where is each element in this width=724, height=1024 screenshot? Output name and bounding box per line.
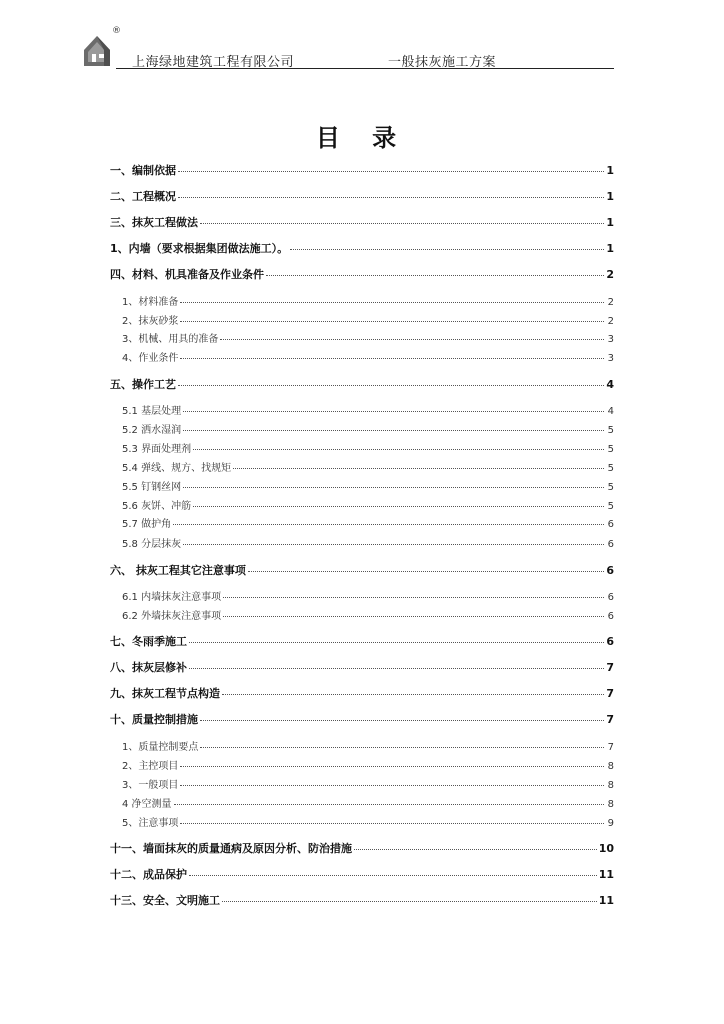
toc-entry-title: 四、材料、机具准备及作业条件 <box>110 268 264 281</box>
registered-mark: ® <box>112 26 121 36</box>
toc-entry-title: 七、冬雨季施工 <box>110 635 187 648</box>
toc-dot-leader <box>223 616 604 617</box>
toc-entry[interactable] <box>110 840 614 856</box>
toc-page-number: 9 <box>607 818 614 829</box>
toc-entry[interactable] <box>122 293 614 309</box>
toc-entry-title: 1、内墙（要求根据集团做法施工）。 <box>110 242 289 255</box>
toc-page-number: 5 <box>607 501 614 512</box>
toc-page-number: 6 <box>607 519 614 530</box>
toc-entry[interactable] <box>122 478 614 494</box>
toc-page-number: 1 <box>606 190 614 203</box>
toc-entry-title: 5.1 基层处理 <box>122 406 182 417</box>
toc-entry-title: 九、抹灰工程节点构造 <box>110 687 220 700</box>
toc-entry[interactable] <box>122 776 614 792</box>
toc-entry[interactable] <box>110 892 614 908</box>
toc-entry-title: 6.1 内墙抹灰注意事项 <box>122 592 222 603</box>
toc-page-number: 6 <box>606 635 614 648</box>
toc-page-number: 10 <box>598 842 614 855</box>
toc-page-number: 1 <box>606 164 614 177</box>
toc-entry[interactable] <box>122 757 614 773</box>
toc-dot-leader <box>354 849 597 850</box>
toc-entry[interactable] <box>122 535 614 551</box>
toc-entry-title: 5.2 洒水湿润 <box>122 425 182 436</box>
toc-dot-leader <box>180 358 604 359</box>
toc-entry-title: 十三、安全、文明施工 <box>110 894 220 907</box>
toc-entry-title: 5、注意事项 <box>122 818 179 829</box>
toc-entry[interactable] <box>110 188 614 204</box>
toc-entry-title: 5.7 做护角 <box>122 519 172 530</box>
toc-entry[interactable] <box>122 402 614 418</box>
toc-page-number: 11 <box>598 894 614 907</box>
toc-entry[interactable] <box>122 349 614 365</box>
toc-entry-title: 二、工程概况 <box>110 190 176 203</box>
toc-page-number: 2 <box>607 316 614 327</box>
toc-page-number: 1 <box>606 216 614 229</box>
toc-entry[interactable] <box>122 738 614 754</box>
toc-dot-leader <box>266 275 604 276</box>
toc-entry-title: 2、抹灰砂浆 <box>122 316 179 327</box>
header-divider <box>116 68 614 69</box>
toc-page-number: 6 <box>606 564 614 577</box>
toc-entry-title: 三、抹灰工程做法 <box>110 216 198 229</box>
toc-entry-title: 1、质量控制要点 <box>122 742 199 753</box>
toc-entry[interactable] <box>122 330 614 346</box>
toc-page-number: 3 <box>607 353 614 364</box>
toc-entry-title: 4 净空测量 <box>122 799 172 810</box>
toc-page-number: 4 <box>607 406 614 417</box>
toc-entry-title: 1、材料准备 <box>122 297 179 308</box>
toc-dot-leader <box>189 642 604 643</box>
toc-page-number: 5 <box>607 425 614 436</box>
toc-entry[interactable] <box>122 440 614 456</box>
toc-page-number: 7 <box>606 713 614 726</box>
toc-entry-title: 5.4 弹线、规方、找规矩 <box>122 463 232 474</box>
toc-entry[interactable] <box>110 240 614 256</box>
toc-entry-title: 五、操作工艺 <box>110 378 176 391</box>
toc-page-number: 5 <box>607 482 614 493</box>
toc-dot-leader <box>183 411 604 412</box>
toc-page-number: 6 <box>607 539 614 550</box>
toc-entry[interactable] <box>110 562 614 578</box>
toc-entry-title: 6.2 外墙抹灰注意事项 <box>122 611 222 622</box>
toc-page-number: 5 <box>607 444 614 455</box>
toc-page-number: 1 <box>606 242 614 255</box>
toc-dot-leader <box>180 823 604 824</box>
toc-entry[interactable] <box>122 607 614 623</box>
toc-dot-leader <box>222 901 597 902</box>
toc-dot-leader <box>193 449 604 450</box>
toc-page-number: 2 <box>607 297 614 308</box>
toc-dot-leader <box>189 668 604 669</box>
toc-entry[interactable] <box>122 497 614 513</box>
company-name: 上海绿地建筑工程有限公司 <box>132 55 295 70</box>
toc-page-number: 8 <box>607 780 614 791</box>
toc-entry[interactable] <box>122 515 614 531</box>
toc-entry-title: 十一、墙面抹灰的质量通病及原因分析、防治措施 <box>110 842 352 855</box>
toc-page-number: 2 <box>606 268 614 281</box>
house-logo-icon <box>82 32 112 68</box>
toc-entry[interactable] <box>122 459 614 475</box>
toc-dot-leader <box>220 339 604 340</box>
toc-entry[interactable] <box>110 866 614 882</box>
toc-dot-leader <box>180 321 604 322</box>
toc-entry-title: 3、机械、用具的准备 <box>122 334 219 345</box>
toc-entry-title: 十、质量控制措施 <box>110 713 198 726</box>
toc-page-number: 8 <box>607 761 614 772</box>
toc-dot-leader <box>173 524 604 525</box>
toc-entry[interactable] <box>110 376 614 392</box>
toc-entry[interactable] <box>122 312 614 328</box>
toc-page-number: 4 <box>606 378 614 391</box>
toc-entry-title: 一、编制依据 <box>110 164 176 177</box>
toc-entry-title: 5.3 界面处理剂 <box>122 444 192 455</box>
toc-page-number: 8 <box>607 799 614 810</box>
toc-dot-leader <box>223 597 604 598</box>
toc-entry[interactable] <box>110 659 614 675</box>
toc-entry-title: 5.6 灰饼、冲筋 <box>122 501 192 512</box>
page-header <box>82 26 614 70</box>
toc-page-number: 6 <box>607 611 614 622</box>
toc-dot-leader <box>200 747 604 748</box>
toc-dot-leader <box>248 571 604 572</box>
toc-dot-leader <box>178 171 604 172</box>
toc-dot-leader <box>222 694 604 695</box>
toc-dot-leader <box>290 249 604 250</box>
toc-dot-leader <box>183 430 604 431</box>
toc-dot-leader <box>174 804 604 805</box>
toc-dot-leader <box>233 468 604 469</box>
toc-heading: 目 录 <box>315 124 409 152</box>
toc-entry[interactable] <box>110 711 614 727</box>
toc-entry-title: 2、主控项目 <box>122 761 179 772</box>
toc-entry-title: 六、 抹灰工程其它注意事项 <box>110 564 246 577</box>
toc-dot-leader <box>180 785 604 786</box>
toc-page-number: 7 <box>606 661 614 674</box>
toc-dot-leader <box>178 197 604 198</box>
toc-entry[interactable] <box>110 162 614 178</box>
toc-entry[interactable] <box>110 685 614 701</box>
toc-dot-leader <box>180 766 604 767</box>
toc-page-number: 7 <box>606 687 614 700</box>
toc-dot-leader <box>178 385 604 386</box>
toc-dot-leader <box>183 544 604 545</box>
toc-dot-leader <box>200 720 604 721</box>
toc-page-number: 3 <box>607 334 614 345</box>
toc-page-number: 5 <box>607 463 614 474</box>
toc-entry-title: 十二、成品保护 <box>110 868 187 881</box>
toc-page-number: 6 <box>607 592 614 603</box>
toc-entry[interactable] <box>122 588 614 604</box>
toc-page-number: 7 <box>607 742 614 753</box>
toc-entry[interactable] <box>110 214 614 230</box>
toc-entry[interactable] <box>122 421 614 437</box>
toc-entry-title: 八、抹灰层修补 <box>110 661 187 674</box>
toc-entry[interactable] <box>122 795 614 811</box>
toc-dot-leader <box>189 875 597 876</box>
toc-entry[interactable] <box>122 814 614 830</box>
toc-dot-leader <box>200 223 604 224</box>
toc-entry[interactable] <box>110 266 614 282</box>
toc-entry-title: 4、作业条件 <box>122 353 179 364</box>
toc-dot-leader <box>193 506 604 507</box>
toc-entry-title: 5.5 钉钢丝网 <box>122 482 182 493</box>
toc-entry[interactable] <box>110 633 614 649</box>
toc-entry-title: 5.8 分层抹灰 <box>122 539 182 550</box>
toc-dot-leader <box>183 487 604 488</box>
toc-page-number: 11 <box>598 868 614 881</box>
document-title: 一般抹灰施工方案 <box>388 55 497 70</box>
toc-entry-title: 3、一般项目 <box>122 780 179 791</box>
toc-dot-leader <box>180 302 604 303</box>
